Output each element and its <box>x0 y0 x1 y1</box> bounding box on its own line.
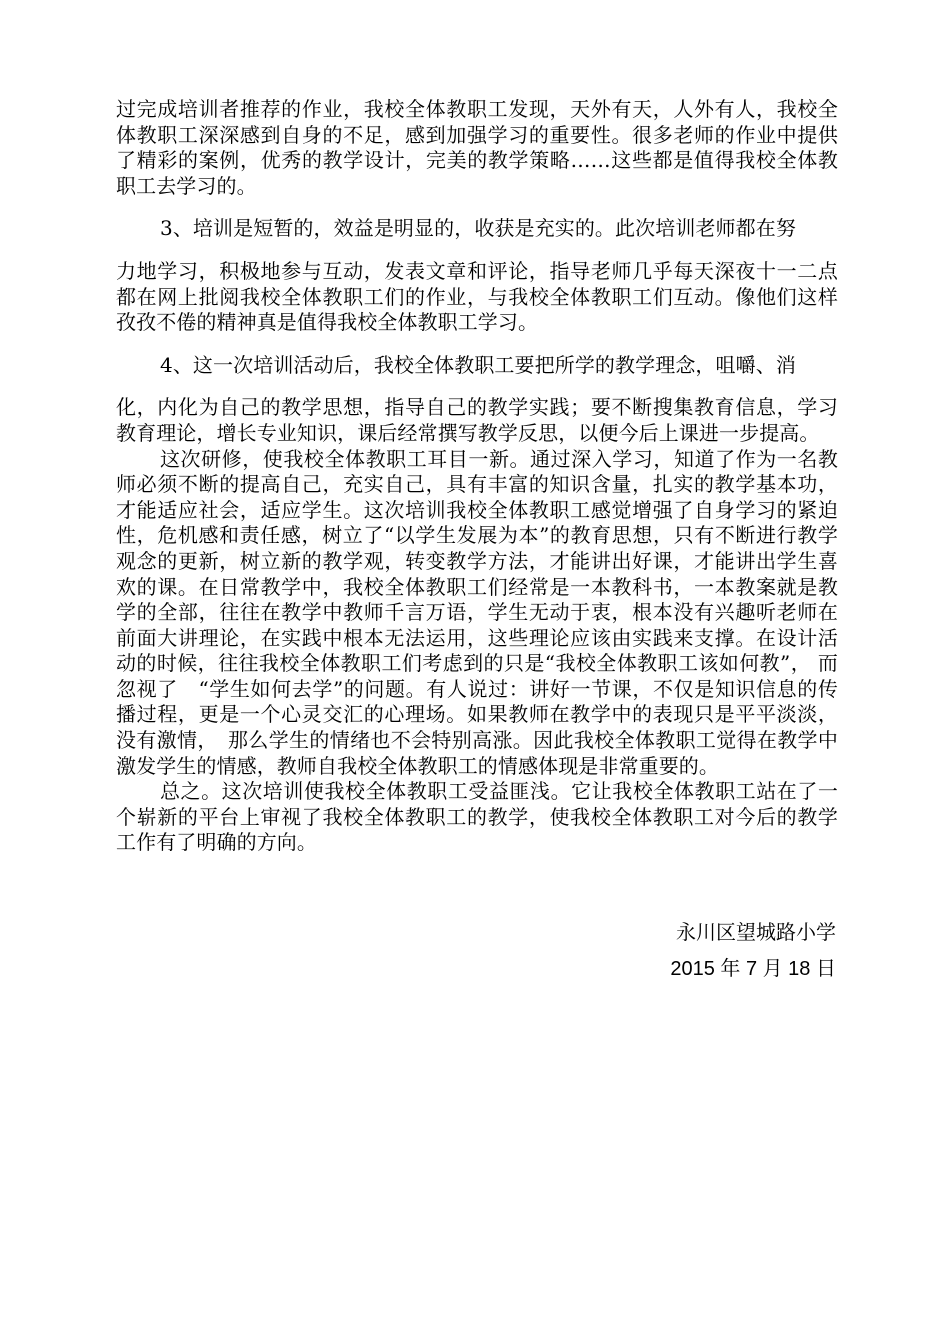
paragraph-3-continuation: 力地学习，积极地参与互动，发表文章和评论，指导老师几乎每天深夜十一二点都在网上批阅我校全体教职工们的作业，与我校全体教职工们互动。像他们这样孜孜不倦的精神真是值得我校全体教职工学习。 <box>116 258 838 335</box>
signature-organization: 永川区望城路小学 <box>676 920 836 944</box>
paragraph-reflection: 这次研修，使我校全体教职工耳目一新。通过深入学习，知道了作为一名教师必须不断的提高自己，充实自己，具有丰富的知识含量，扎实的教学基本功，才能适应社会，适应学生。这次培训我校全体教职工感觉增强了自身学习的紧迫性，危机感和责任感，树立了“以学生发展为本”的教育思想，只有不断进行教学观念的更新，树立新的教学观，转变教学方法，才能讲出好课，才能讲出学生喜欢的课。在日常教学中，我校全体教职工们经常是一本教科书，一本教案就是教学的全部，往往在教学中教师千言万语，学生无动于衷，根本没有兴趣听老师在前面大讲理论，在实践中根本无法运用，这些理论应该由实践来支撑。在设计活动的时候，往往我校全体教职工们考虑到的只是“我校全体教职工该如何教”， 而忽视了 “学生如何去学”的问题。有人说过：讲好一节课，不仅是知识信息的传播过程，更是一个心灵交汇的心理场。如果教师在教学中的表现只是平平淡淡，没有激情， 那么学生的情绪也不会特别高涨。因此我校全体教职工觉得在教学中激发学生的情感，教师自我校全体教职工的情感体现是非常重要的。 <box>116 446 838 778</box>
signature-block <box>670 920 836 982</box>
paragraph-conclusion: 总之。这次培训使我校全体教职工受益匪浅。它让我校全体教职工站在了一个崭新的平台上审视了我校全体教职工的教学，使我校全体教职工对今后的教学工作有了明确的方向。 <box>116 779 838 855</box>
paragraph-4-continuation: 化，内化为自己的教学思想，指导自己的教学实践；要不断搜集教育信息，学习教育理论，增长专业知识，课后经常撰写教学反思，以便今后上课进一步提高。 <box>116 395 838 445</box>
paragraph-4-first-line: 4、这一次培训活动后，我校全体教职工要把所学的教学理念，咀嚼、消 <box>160 352 796 377</box>
paragraph-3-first-line: 3、培训是短暂的，效益是明显的，收获是充实的。此次培训老师都在努 <box>160 216 796 241</box>
paragraph-continuation: 过完成培训者推荐的作业，我校全体教职工发现，天外有天，人外有人，我校全体教职工深深感到自身的不足，感到加强学习的重要性。很多老师的作业中提供了精彩的案例，优秀的教学设计，完美的教学策略……这些都是值得我校全体教职工去学习的。 <box>116 97 838 198</box>
document-body <box>116 97 838 856</box>
signature-date: 2015 年 7 月 18 日 <box>670 958 836 980</box>
